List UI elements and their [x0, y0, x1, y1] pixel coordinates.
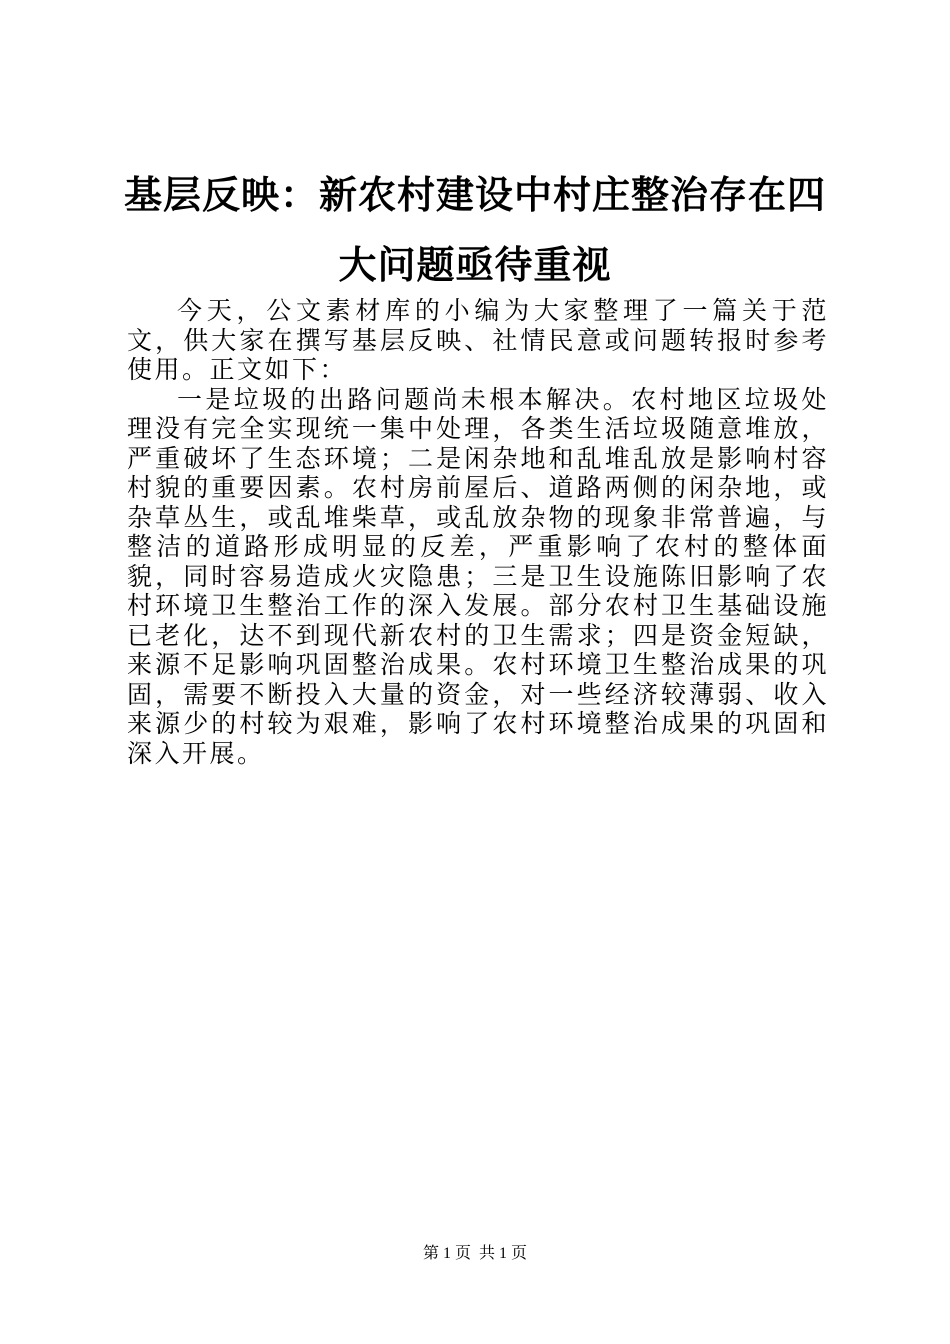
page-number: 第 1 页: [422, 1245, 471, 1262]
document-body: [127, 296, 829, 768]
main-paragraph: 一是垃圾的出路问题尚未根本解决。农村地区垃圾处理没有完全实现统一集中处理，各类生活垃圾随意堆放，严重破坏了生态环境；二是闲杂地和乱堆乱放是影响村容村貌的重要因素。农村房前屋后、道路两侧的闲杂地，或杂草丛生，或乱堆柴草，或乱放杂物的现象非常普遍，与整洁的道路形成明显的反差，严重影响了农村的整体面貌，同时容易造成火灾隐患；三是卫生设施陈旧影响了农村环境卫生整治工作的深入发展。部分农村卫生基础设施已老化，达不到现代新农村的卫生需求；四是资金短缺，来源不足影响巩固整治成果。农村环境卫生整治成果的巩固，需要不断投入大量的资金，对一些经济较薄弱、收入来源少的村较为艰难，影响了农村环境整治成果的巩固和深入开展。: [127, 384, 829, 768]
page-total: 共 1 页: [479, 1245, 528, 1262]
document-title: 基层反映：新农村建设中村庄整治存在四大问题亟待重视: [123, 172, 826, 287]
intro-paragraph: 今天，公文素材库的小编为大家整理了一篇关于范文，供大家在撰写基层反映、社情民意或问题转报时参考使用。正文如下：: [127, 296, 829, 384]
page-footer: [0, 1244, 950, 1264]
